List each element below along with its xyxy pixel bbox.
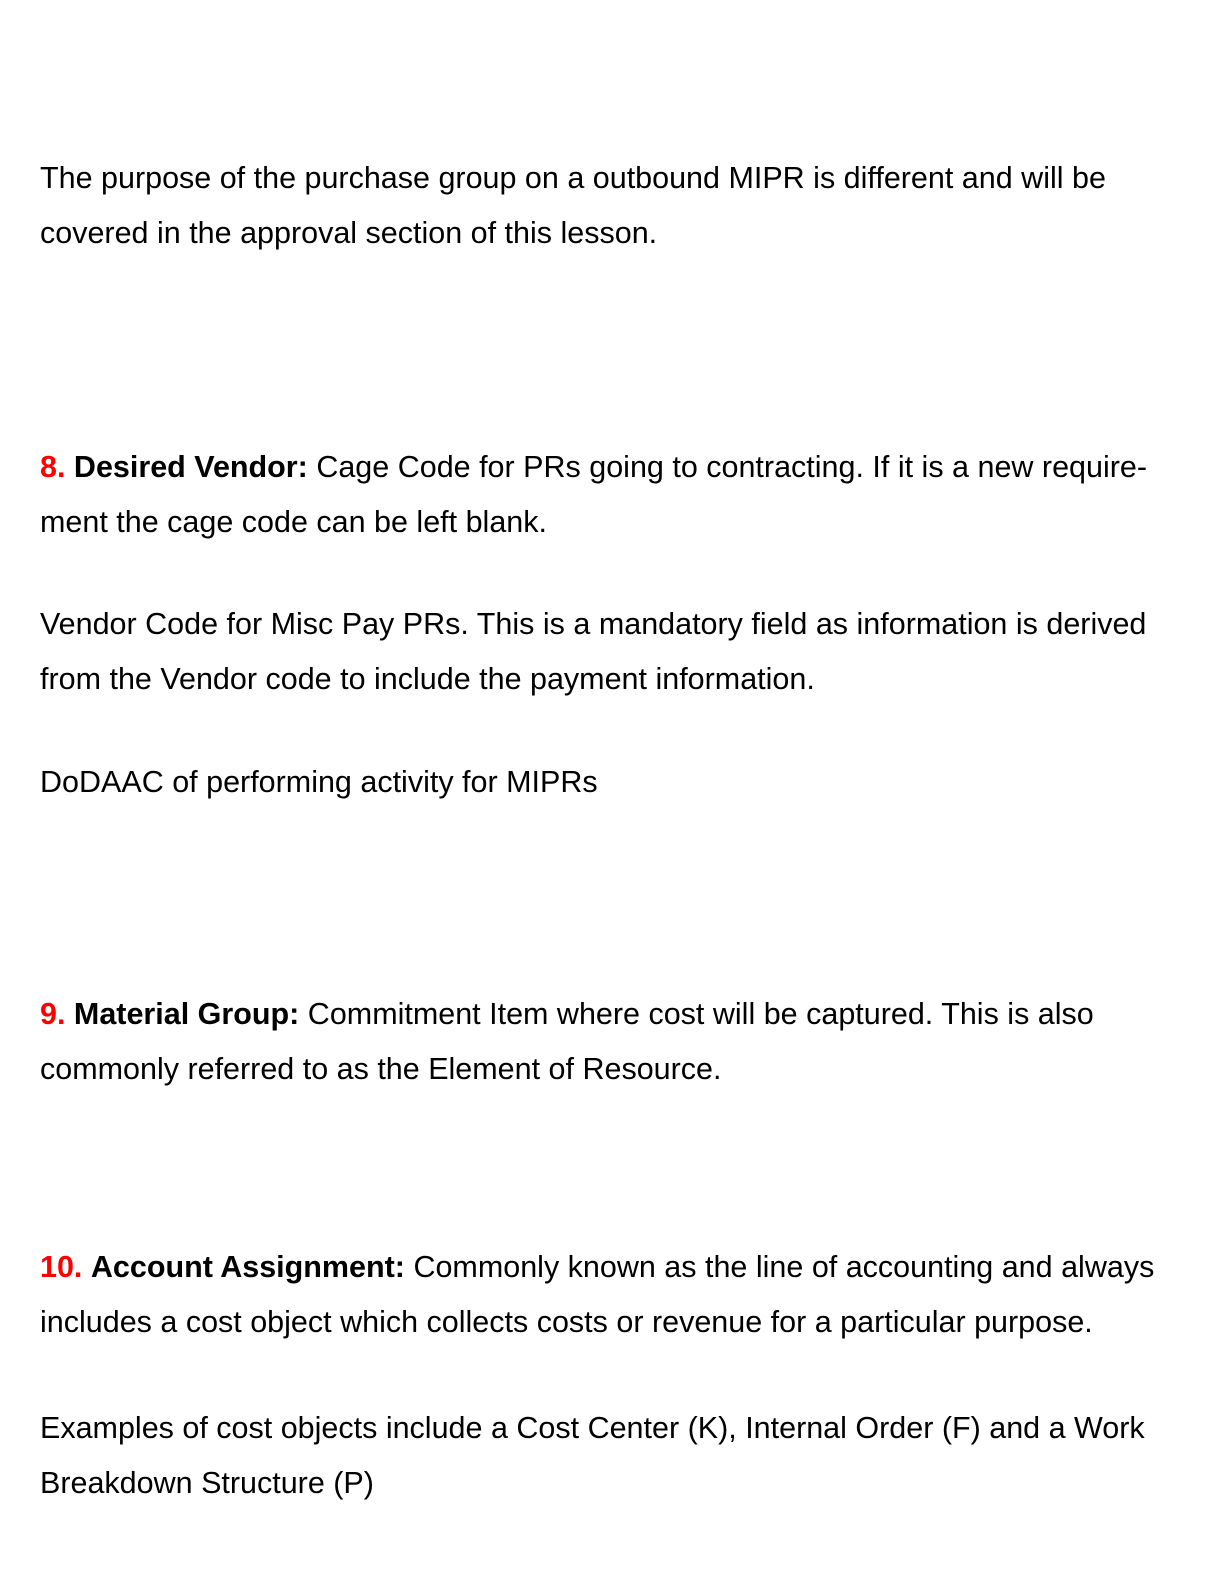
item-8-paragraph <box>40 440 1190 550</box>
item-10-examples-line-1: Examples of cost objects include a Cost Center (K), Internal Order (F) and a Work <box>40 1411 1145 1445</box>
item-8-line-2: ment the cage code can be left blank. <box>40 505 547 539</box>
item-10-line-1: Commonly known as the line of accounting and always <box>413 1250 1155 1284</box>
item-10-term: Account Assignment: <box>90 1250 405 1284</box>
item-8-line-1: Cage Code for PRs going to contracting. If it is a new require- <box>316 450 1148 484</box>
item-8-number: 8. <box>40 450 66 484</box>
item-9-paragraph <box>40 987 1190 1097</box>
item-10-number: 10. <box>40 1250 83 1284</box>
item-8-vendor-line-2: from the Vendor code to include the payment information. <box>40 662 815 696</box>
item-8-term: Desired Vendor: <box>73 450 308 484</box>
item-10-examples-line-2: Breakdown Structure (P) <box>40 1466 374 1500</box>
item-9-line-1: Commitment Item where cost will be captured. This is also <box>307 997 1094 1031</box>
item-10-paragraph <box>40 1240 1190 1350</box>
item-8-dodaac-paragraph <box>40 755 1190 810</box>
item-10-examples-paragraph <box>40 1401 1190 1511</box>
intro-paragraph <box>40 151 1190 261</box>
item-9-term: Material Group: <box>73 997 300 1031</box>
item-9-number: 9. <box>40 997 66 1031</box>
item-8-vendor-line-1: Vendor Code for Misc Pay PRs. This is a mandatory field as information is derived <box>40 607 1147 641</box>
item-8-vendor-code-paragraph <box>40 597 1190 707</box>
item-8-dodaac-line: DoDAAC of performing activity for MIPRs <box>40 765 598 799</box>
intro-line-2: covered in the approval section of this lesson. <box>40 216 658 250</box>
item-10-line-2: includes a cost object which collects costs or revenue for a particular purpose. <box>40 1305 1093 1339</box>
item-9-line-2: commonly referred to as the Element of Resource. <box>40 1052 722 1086</box>
intro-line-1: The purpose of the purchase group on a outbound MIPR is different and will be <box>40 161 1106 195</box>
